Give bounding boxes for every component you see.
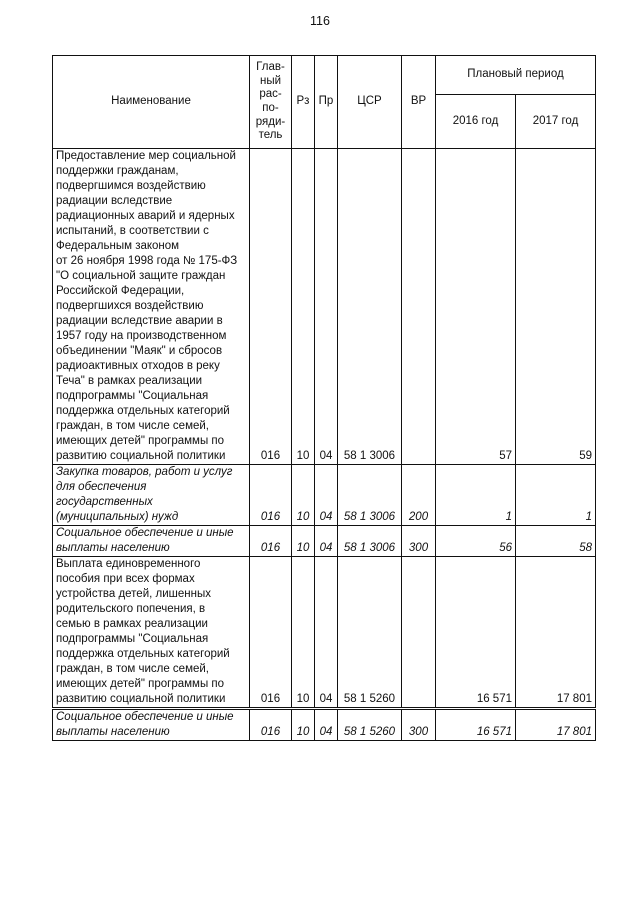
row-rz: 10 <box>292 557 315 709</box>
row-rz: 10 <box>292 709 315 741</box>
budget-table <box>52 55 596 741</box>
row-amount-2017: 58 <box>516 526 596 557</box>
table-row <box>53 526 596 557</box>
row-main-manager: 016 <box>250 709 292 741</box>
row-csr: 58 1 3006 <box>338 149 402 465</box>
page-number: 116 <box>310 14 330 28</box>
row-pr: 04 <box>315 149 338 465</box>
table-row <box>53 149 596 465</box>
row-name: Социальное обеспечение и иные выплаты населению <box>53 709 250 741</box>
row-main-manager: 016 <box>250 557 292 709</box>
row-name: Предоставление мер социальной поддержки гражданам, подвергшимся воздействию радиации вследствие радиационных аварий и ядерных испытаний, в соответствии с Федеральным законом от 26 ноября 1998 года № 175-ФЗ "О социальной защите граждан Российской Федерации, подвергшихся воздействию радиации вследствие аварии в 1957 году на производственном объединении "Маяк" и сбросов радиоактивных отходов в реку Теча" в рамках реализации подпрограммы "Социальная поддержка отдельных категорий граждан, в том числе семей, имеющих детей" программы по развитию социальной политики <box>53 149 250 465</box>
header-year-2016: 2016 год <box>436 95 516 149</box>
table-row <box>53 557 596 709</box>
row-amount-2017: 59 <box>516 149 596 465</box>
row-amount-2016: 56 <box>436 526 516 557</box>
row-vr <box>402 557 436 709</box>
row-vr: 200 <box>402 465 436 526</box>
row-amount-2016: 16 571 <box>436 557 516 709</box>
row-name: Закупка товаров, работ и услуг для обеспечения государственных (муниципальных) нужд <box>53 465 250 526</box>
row-rz: 10 <box>292 526 315 557</box>
table-row <box>53 465 596 526</box>
row-amount-2017: 1 <box>516 465 596 526</box>
row-rz: 10 <box>292 149 315 465</box>
row-rz: 10 <box>292 465 315 526</box>
header-csr: ЦСР <box>338 56 402 149</box>
header-rz: Рз <box>292 56 315 149</box>
table-row <box>53 709 596 741</box>
row-amount-2016: 16 571 <box>436 709 516 741</box>
row-csr: 58 1 5260 <box>338 709 402 741</box>
row-vr: 300 <box>402 709 436 741</box>
row-amount-2017: 17 801 <box>516 557 596 709</box>
row-amount-2016: 1 <box>436 465 516 526</box>
row-main-manager: 016 <box>250 149 292 465</box>
header-year-2017: 2017 год <box>516 95 596 149</box>
row-amount-2016: 57 <box>436 149 516 465</box>
row-vr <box>402 149 436 465</box>
row-main-manager: 016 <box>250 465 292 526</box>
header-main-manager: Глав- ный рас- по- ряди- тель <box>250 56 292 149</box>
row-name: Выплата единовременного пособия при всех формах устройства детей, лишенных родительского попечения, в семью в рамках реализации подпрограммы "Социальная поддержка отдельных категорий граждан, в том числе семей, имеющих детей" программы по развитию социальной политики <box>53 557 250 709</box>
row-csr: 58 1 3006 <box>338 526 402 557</box>
row-amount-2017: 17 801 <box>516 709 596 741</box>
row-vr: 300 <box>402 526 436 557</box>
header-name: Наименование <box>53 56 250 149</box>
row-main-manager: 016 <box>250 526 292 557</box>
header-vr: ВР <box>402 56 436 149</box>
header-planning-period: Плановый период <box>436 56 596 95</box>
row-csr: 58 1 3006 <box>338 465 402 526</box>
row-pr: 04 <box>315 465 338 526</box>
row-pr: 04 <box>315 709 338 741</box>
row-csr: 58 1 5260 <box>338 557 402 709</box>
header-pr: Пр <box>315 56 338 149</box>
header-row-1 <box>53 56 596 95</box>
row-name: Социальное обеспечение и иные выплаты населению <box>53 526 250 557</box>
row-pr: 04 <box>315 557 338 709</box>
row-pr: 04 <box>315 526 338 557</box>
